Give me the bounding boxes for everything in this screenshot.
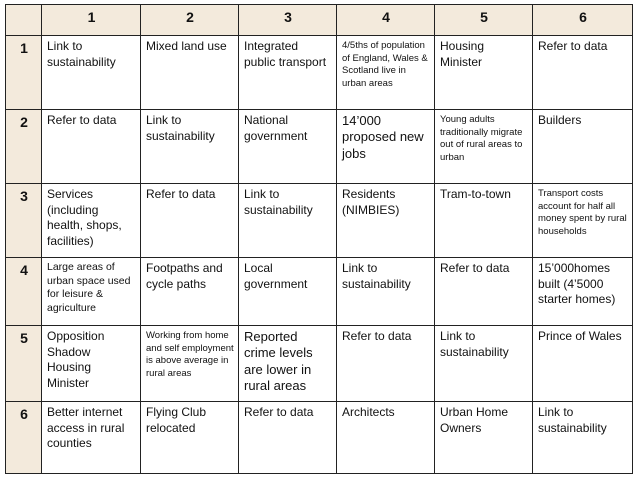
- row-header-6: 6: [6, 402, 42, 474]
- grid-cell: Link to sustainability: [42, 36, 141, 110]
- grid-cell: Reported crime levels are lower in rural areas: [239, 326, 337, 402]
- grid-cell: Refer to data: [42, 110, 141, 184]
- grid-cell: 15’000homes built (4’5000 starter homes): [533, 258, 633, 326]
- grid-cell: Housing Minister: [435, 36, 533, 110]
- row-header-5: 5: [6, 326, 42, 402]
- column-header-4: 4: [337, 5, 435, 36]
- grid-cell: Refer to data: [533, 36, 633, 110]
- grid-cell: Tram-to-town: [435, 184, 533, 258]
- row-header-4: 4: [6, 258, 42, 326]
- grid-cell: Link to sustainability: [337, 258, 435, 326]
- table-row: [6, 110, 633, 184]
- grid-cell: Refer to data: [141, 184, 239, 258]
- sustainability-grid-table: [5, 4, 633, 474]
- column-header-5: 5: [435, 5, 533, 36]
- grid-cell: Transport costs account for half all money spent by rural households: [533, 184, 633, 258]
- column-header-1: 1: [42, 5, 141, 36]
- grid-cell: Prince of Wales: [533, 326, 633, 402]
- column-header-3: 3: [239, 5, 337, 36]
- grid-cell: 14’000 proposed new jobs: [337, 110, 435, 184]
- table-row: [6, 184, 633, 258]
- grid-cell: Refer to data: [435, 258, 533, 326]
- corner-cell: [6, 5, 42, 36]
- grid-cell: National government: [239, 110, 337, 184]
- grid-cell: Large areas of urban space used for leisure & agriculture: [42, 258, 141, 326]
- table-row: [6, 36, 633, 110]
- grid-cell: Refer to data: [239, 402, 337, 474]
- grid-cell: Better internet access in rural counties: [42, 402, 141, 474]
- grid-cell: Link to sustainability: [141, 110, 239, 184]
- grid-cell: Opposition Shadow Housing Minister: [42, 326, 141, 402]
- grid-cell: Footpaths and cycle paths: [141, 258, 239, 326]
- row-header-1: 1: [6, 36, 42, 110]
- table-row: [6, 258, 633, 326]
- column-header-2: 2: [141, 5, 239, 36]
- grid-cell: Local government: [239, 258, 337, 326]
- grid-cell: Architects: [337, 402, 435, 474]
- grid-cell: Working from home and self employment is above average in rural areas: [141, 326, 239, 402]
- grid-cell: Link to sustainability: [435, 326, 533, 402]
- grid-cell: Urban Home Owners: [435, 402, 533, 474]
- grid-cell: Services (including health, shops, facilities): [42, 184, 141, 258]
- grid-cell: Residents (NIMBIES): [337, 184, 435, 258]
- column-header-6: 6: [533, 5, 633, 36]
- table-row: [6, 326, 633, 402]
- row-header-2: 2: [6, 110, 42, 184]
- grid-cell: Builders: [533, 110, 633, 184]
- grid-cell: 4/5ths of population of England, Wales & Scotland live in urban areas: [337, 36, 435, 110]
- grid-cell: Link to sustainability: [239, 184, 337, 258]
- row-header-3: 3: [6, 184, 42, 258]
- grid-cell: Flying Club relocated: [141, 402, 239, 474]
- header-row: [6, 5, 633, 36]
- grid-cell: Refer to data: [337, 326, 435, 402]
- grid-cell: Mixed land use: [141, 36, 239, 110]
- table-row: [6, 402, 633, 474]
- grid-cell: Young adults traditionally migrate out of rural areas to urban: [435, 110, 533, 184]
- grid-cell: Link to sustainability: [533, 402, 633, 474]
- grid-cell: Integrated public transport: [239, 36, 337, 110]
